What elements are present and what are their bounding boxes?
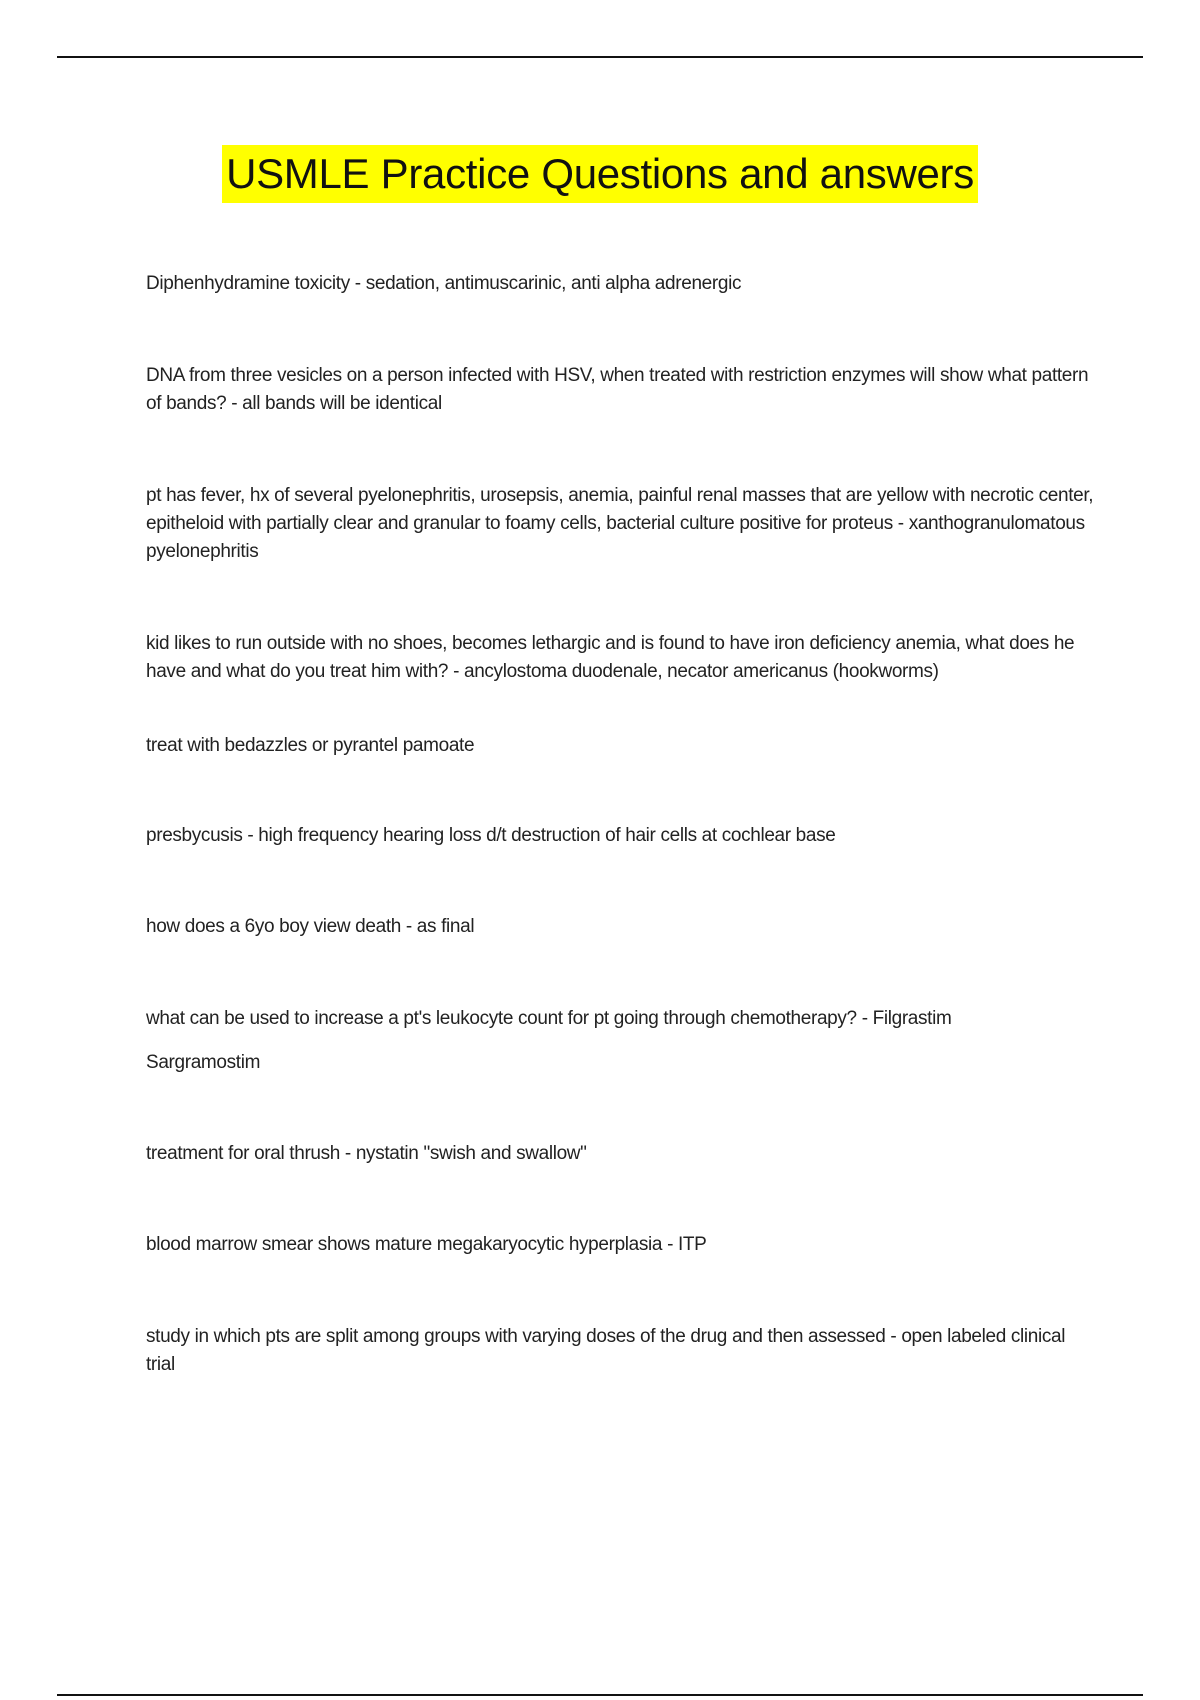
- qa-item: DNA from three vesicles on a person infected with HSV, when treated with restriction enzymes will show what pattern of bands? - all bands will be identical: [146, 365, 1089, 414]
- qa-item-continuation: treat with bedazzles or pyrantel pamoate: [146, 735, 475, 756]
- qa-item: study in which pts are split among groups with varying doses of the drug and then assessed - open labeled clinical trial: [146, 1326, 1066, 1375]
- qa-item: treatment for oral thrush - nystatin "swish and swallow": [146, 1143, 587, 1164]
- qa-item-continuation: Sargramostim: [146, 1052, 261, 1073]
- qa-item: what can be used to increase a pt's leukocyte count for pt going through chemotherapy? - Filgrastim: [146, 1008, 952, 1029]
- title-container: [0, 145, 1200, 203]
- qa-item: how does a 6yo boy view death - as final: [146, 916, 475, 937]
- qa-item: kid likes to run outside with no shoes, becomes lethargic and is found to have iron deficiency anemia, what does he have and what do you treat him with? - ancylostoma duodenale, necator americanus (hookworms): [146, 633, 1075, 682]
- bottom-rule: [57, 1694, 1143, 1696]
- qa-item: blood marrow smear shows mature megakaryocytic hyperplasia - ITP: [146, 1234, 707, 1255]
- top-rule: [57, 56, 1143, 58]
- qa-item: presbycusis - high frequency hearing loss d/t destruction of hair cells at cochlear base: [146, 825, 836, 846]
- qa-item: pt has fever, hx of several pyelonephritis, urosepsis, anemia, painful renal masses that are yellow with necrotic center, epitheloid with partially clear and granular to foamy cells, bacterial culture positive for proteus - xanthogranulomatous pyelonephritis: [146, 485, 1094, 562]
- qa-item: Diphenhydramine toxicity - sedation, antimuscarinic, anti alpha adrenergic: [146, 273, 742, 294]
- document-title: USMLE Practice Questions and answers: [222, 145, 978, 203]
